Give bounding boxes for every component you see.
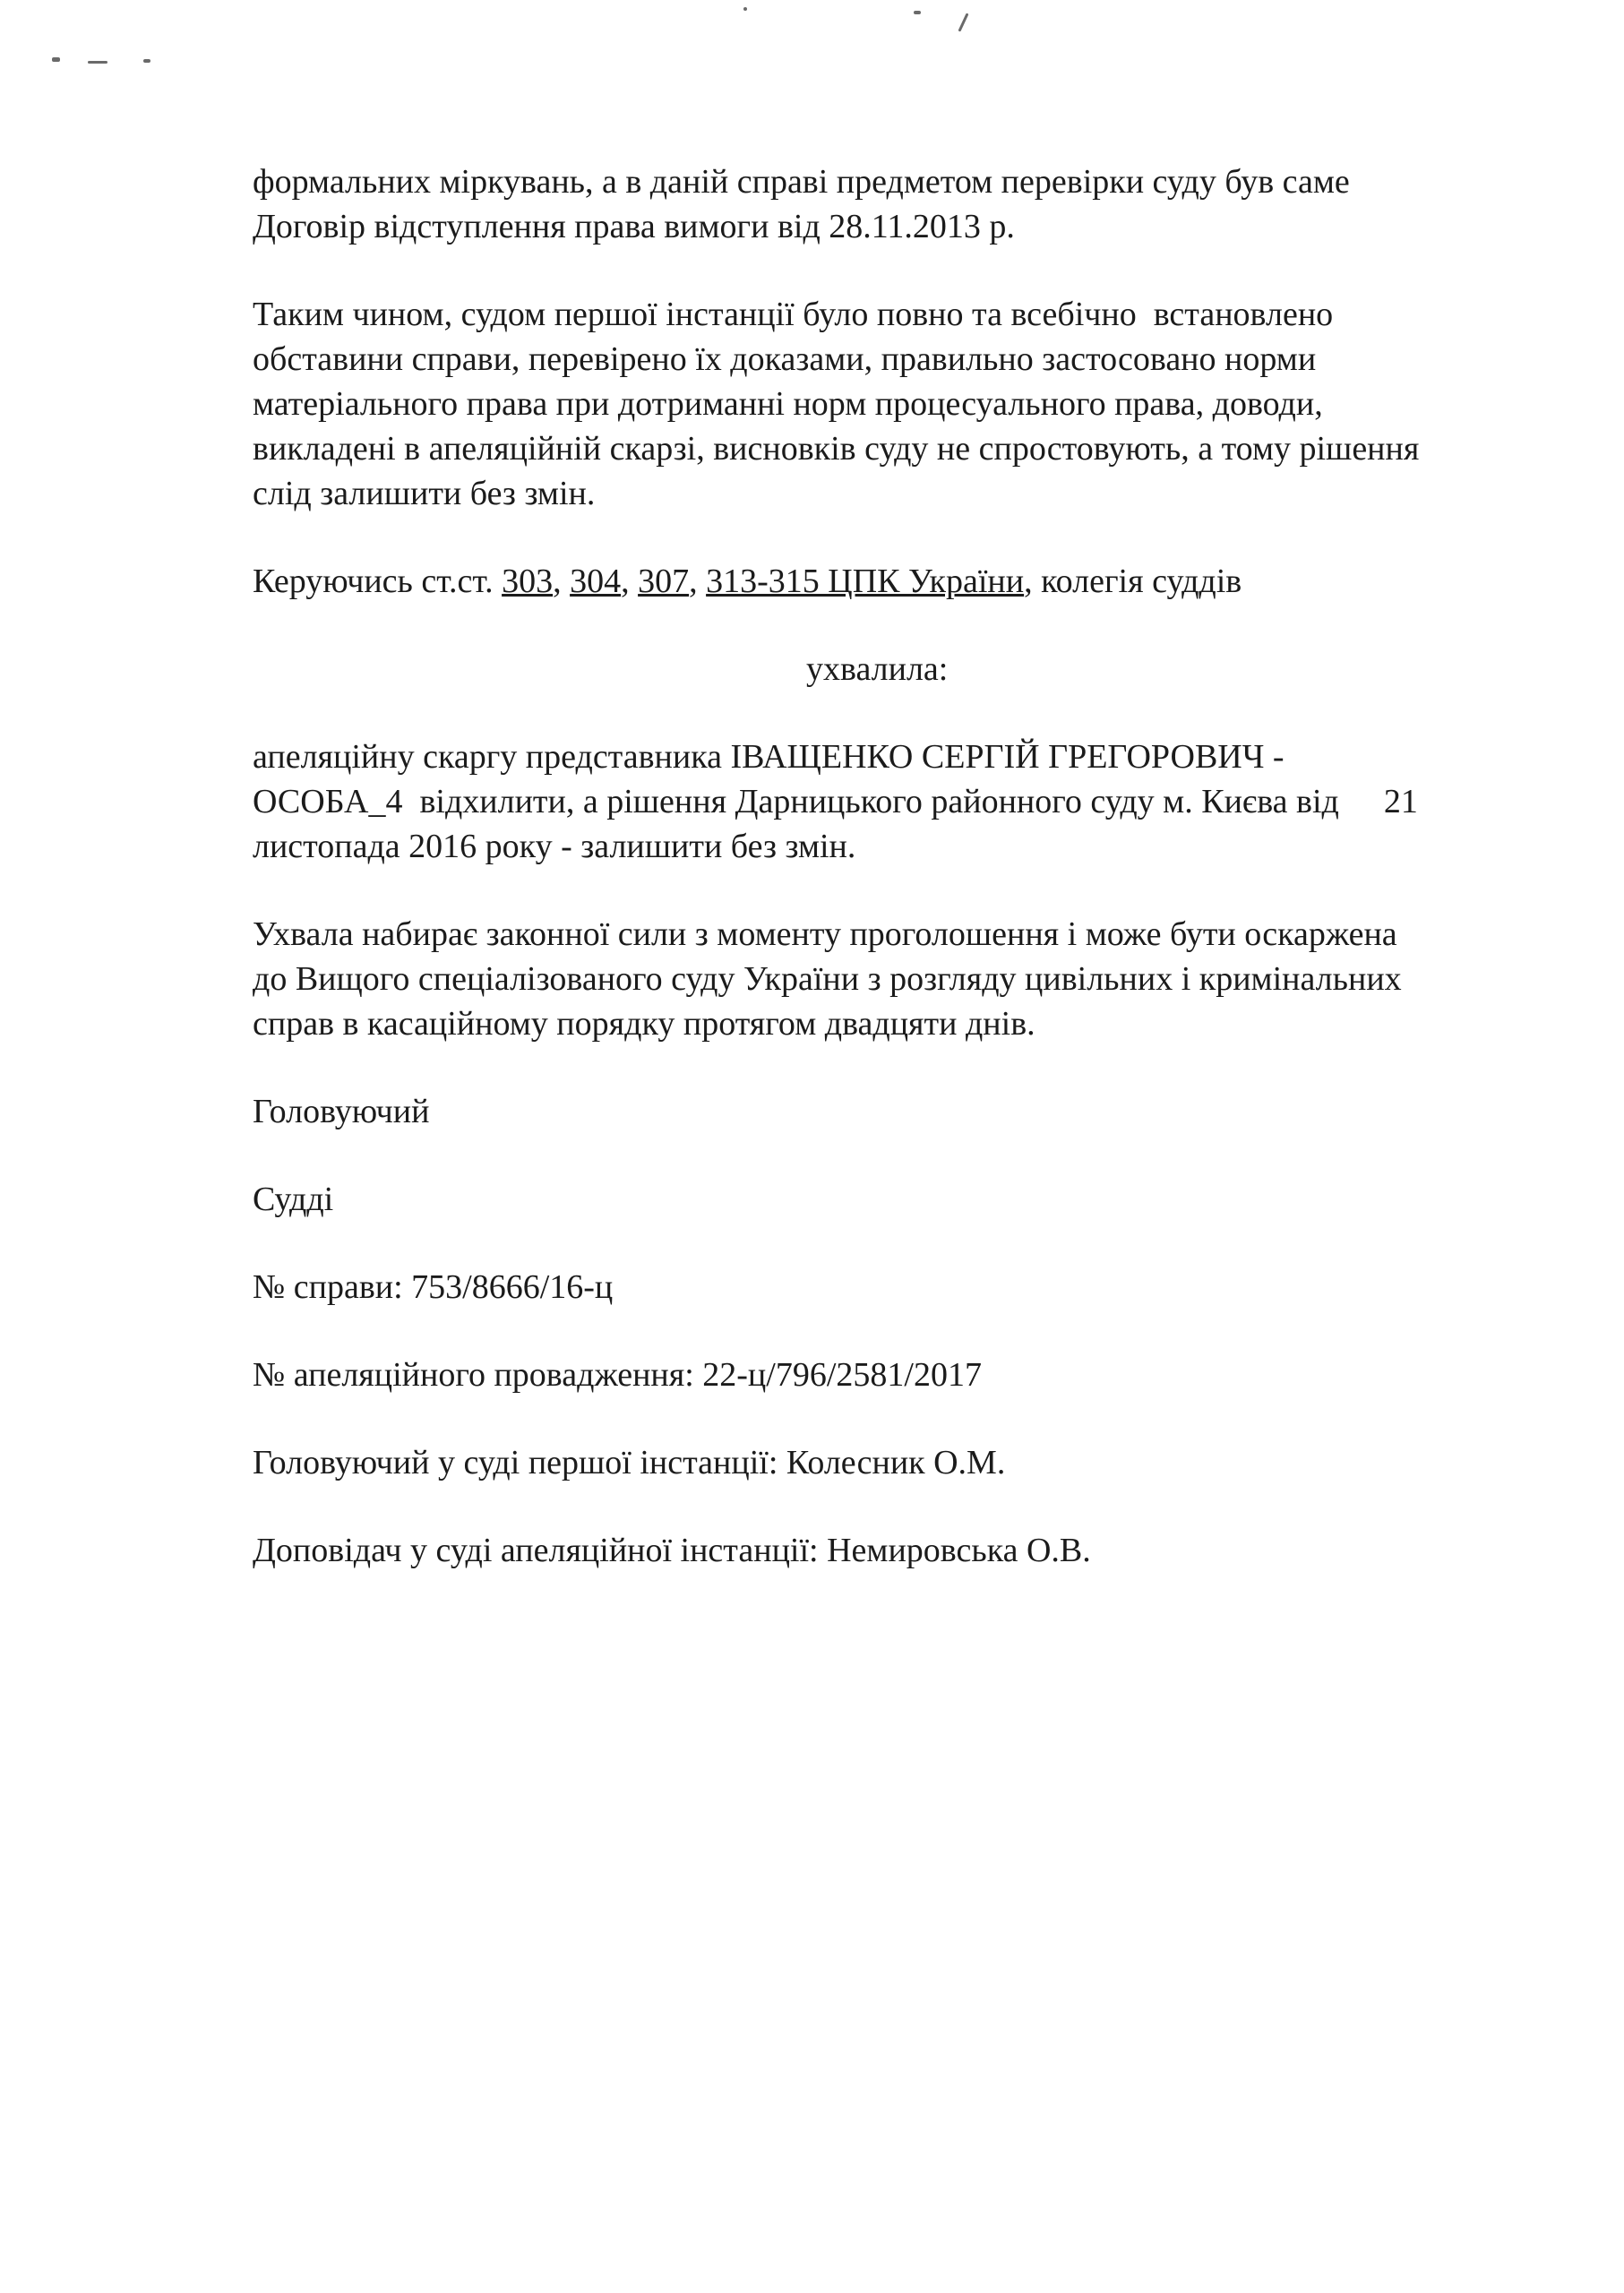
paragraph-ruling	[253, 734, 1489, 869]
article-304-link[interactable]: 304	[570, 563, 622, 600]
article-313-315-link[interactable]: 313-315 ЦПК України	[706, 563, 1025, 600]
separator: ,	[553, 563, 571, 600]
first-instance-judge: Головуючий у суді першої інстанції: Колесник О.М.	[253, 1444, 1006, 1481]
separator: ,	[689, 563, 707, 600]
paragraph-conclusion	[253, 292, 1489, 516]
text-line: до Вищого спеціалізованого суду України з розгляду цивільних і кримінальних	[253, 960, 1402, 998]
text-line: викладені в апеляційній скарзі, висновків суду не спростовують, а тому рішення	[253, 430, 1420, 468]
text-line: матеріального права при дотриманні норм процесуального права, доводи,	[253, 385, 1323, 423]
paragraph-appeal-rights	[253, 912, 1489, 1046]
legal-basis-prefix: Керуючись ст.ст.	[253, 563, 503, 600]
scan-artifact	[914, 11, 921, 14]
text-line: апеляційну скаргу представника ІВАЩЕНКО СЕРГІЙ ГРЕГОРОВИЧ -	[253, 738, 1285, 776]
article-307-link[interactable]: 307	[638, 563, 690, 600]
paragraph-formal-reasoning	[253, 159, 1489, 249]
text-line: формальних міркувань, а в даній справі предметом перевірки суду був саме	[253, 163, 1350, 201]
text-line: Договір відступлення права вимоги від 28.11.2013 р.	[253, 208, 1015, 245]
text-line: слід залишити без змін.	[253, 475, 596, 512]
text-line: листопада 2016 року - залишити без змін.	[253, 828, 856, 865]
article-303-link[interactable]: 303	[502, 563, 554, 600]
paragraph-legal-basis	[253, 559, 1489, 604]
reporter-judge: Доповідач у суді апеляційної інстанції: Немировська О.В.	[253, 1532, 1091, 1569]
text-line: Ухвала набирає законної сили з моменту проголошення і може бути оскаржена	[253, 915, 1397, 953]
case-number: № справи: 753/8666/16-ц	[253, 1268, 614, 1306]
text-line: ОСОБА_4 відхилити, а рішення Дарницького районного суду м. Києва від	[253, 783, 1339, 820]
scan-artifact	[52, 57, 60, 62]
separator: ,	[621, 563, 639, 600]
presiding-label: Головуючий	[253, 1093, 430, 1130]
legal-basis-suffix: , колегія суддів	[1024, 563, 1242, 600]
text-line: справ в касаційному порядку протягом двадцяти днів.	[253, 1005, 1035, 1043]
document-body	[253, 159, 1489, 1616]
judges-label: Судді	[253, 1181, 334, 1218]
scan-artifact	[88, 61, 107, 64]
ruling-heading: ухвалила:	[806, 650, 949, 688]
scan-artifact	[958, 13, 968, 31]
scan-artifact	[143, 59, 150, 63]
text-line: обставини справи, перевірено їх доказами, правильно застосовано норми	[253, 340, 1317, 378]
text-line: Таким чином, судом першої інстанції було повно та всебічно встановлено	[253, 296, 1334, 333]
appeal-number: № апеляційного провадження: 22-ц/796/2581/2017	[253, 1356, 982, 1394]
scan-artifact	[743, 7, 747, 11]
text-line: 21	[1383, 783, 1418, 820]
